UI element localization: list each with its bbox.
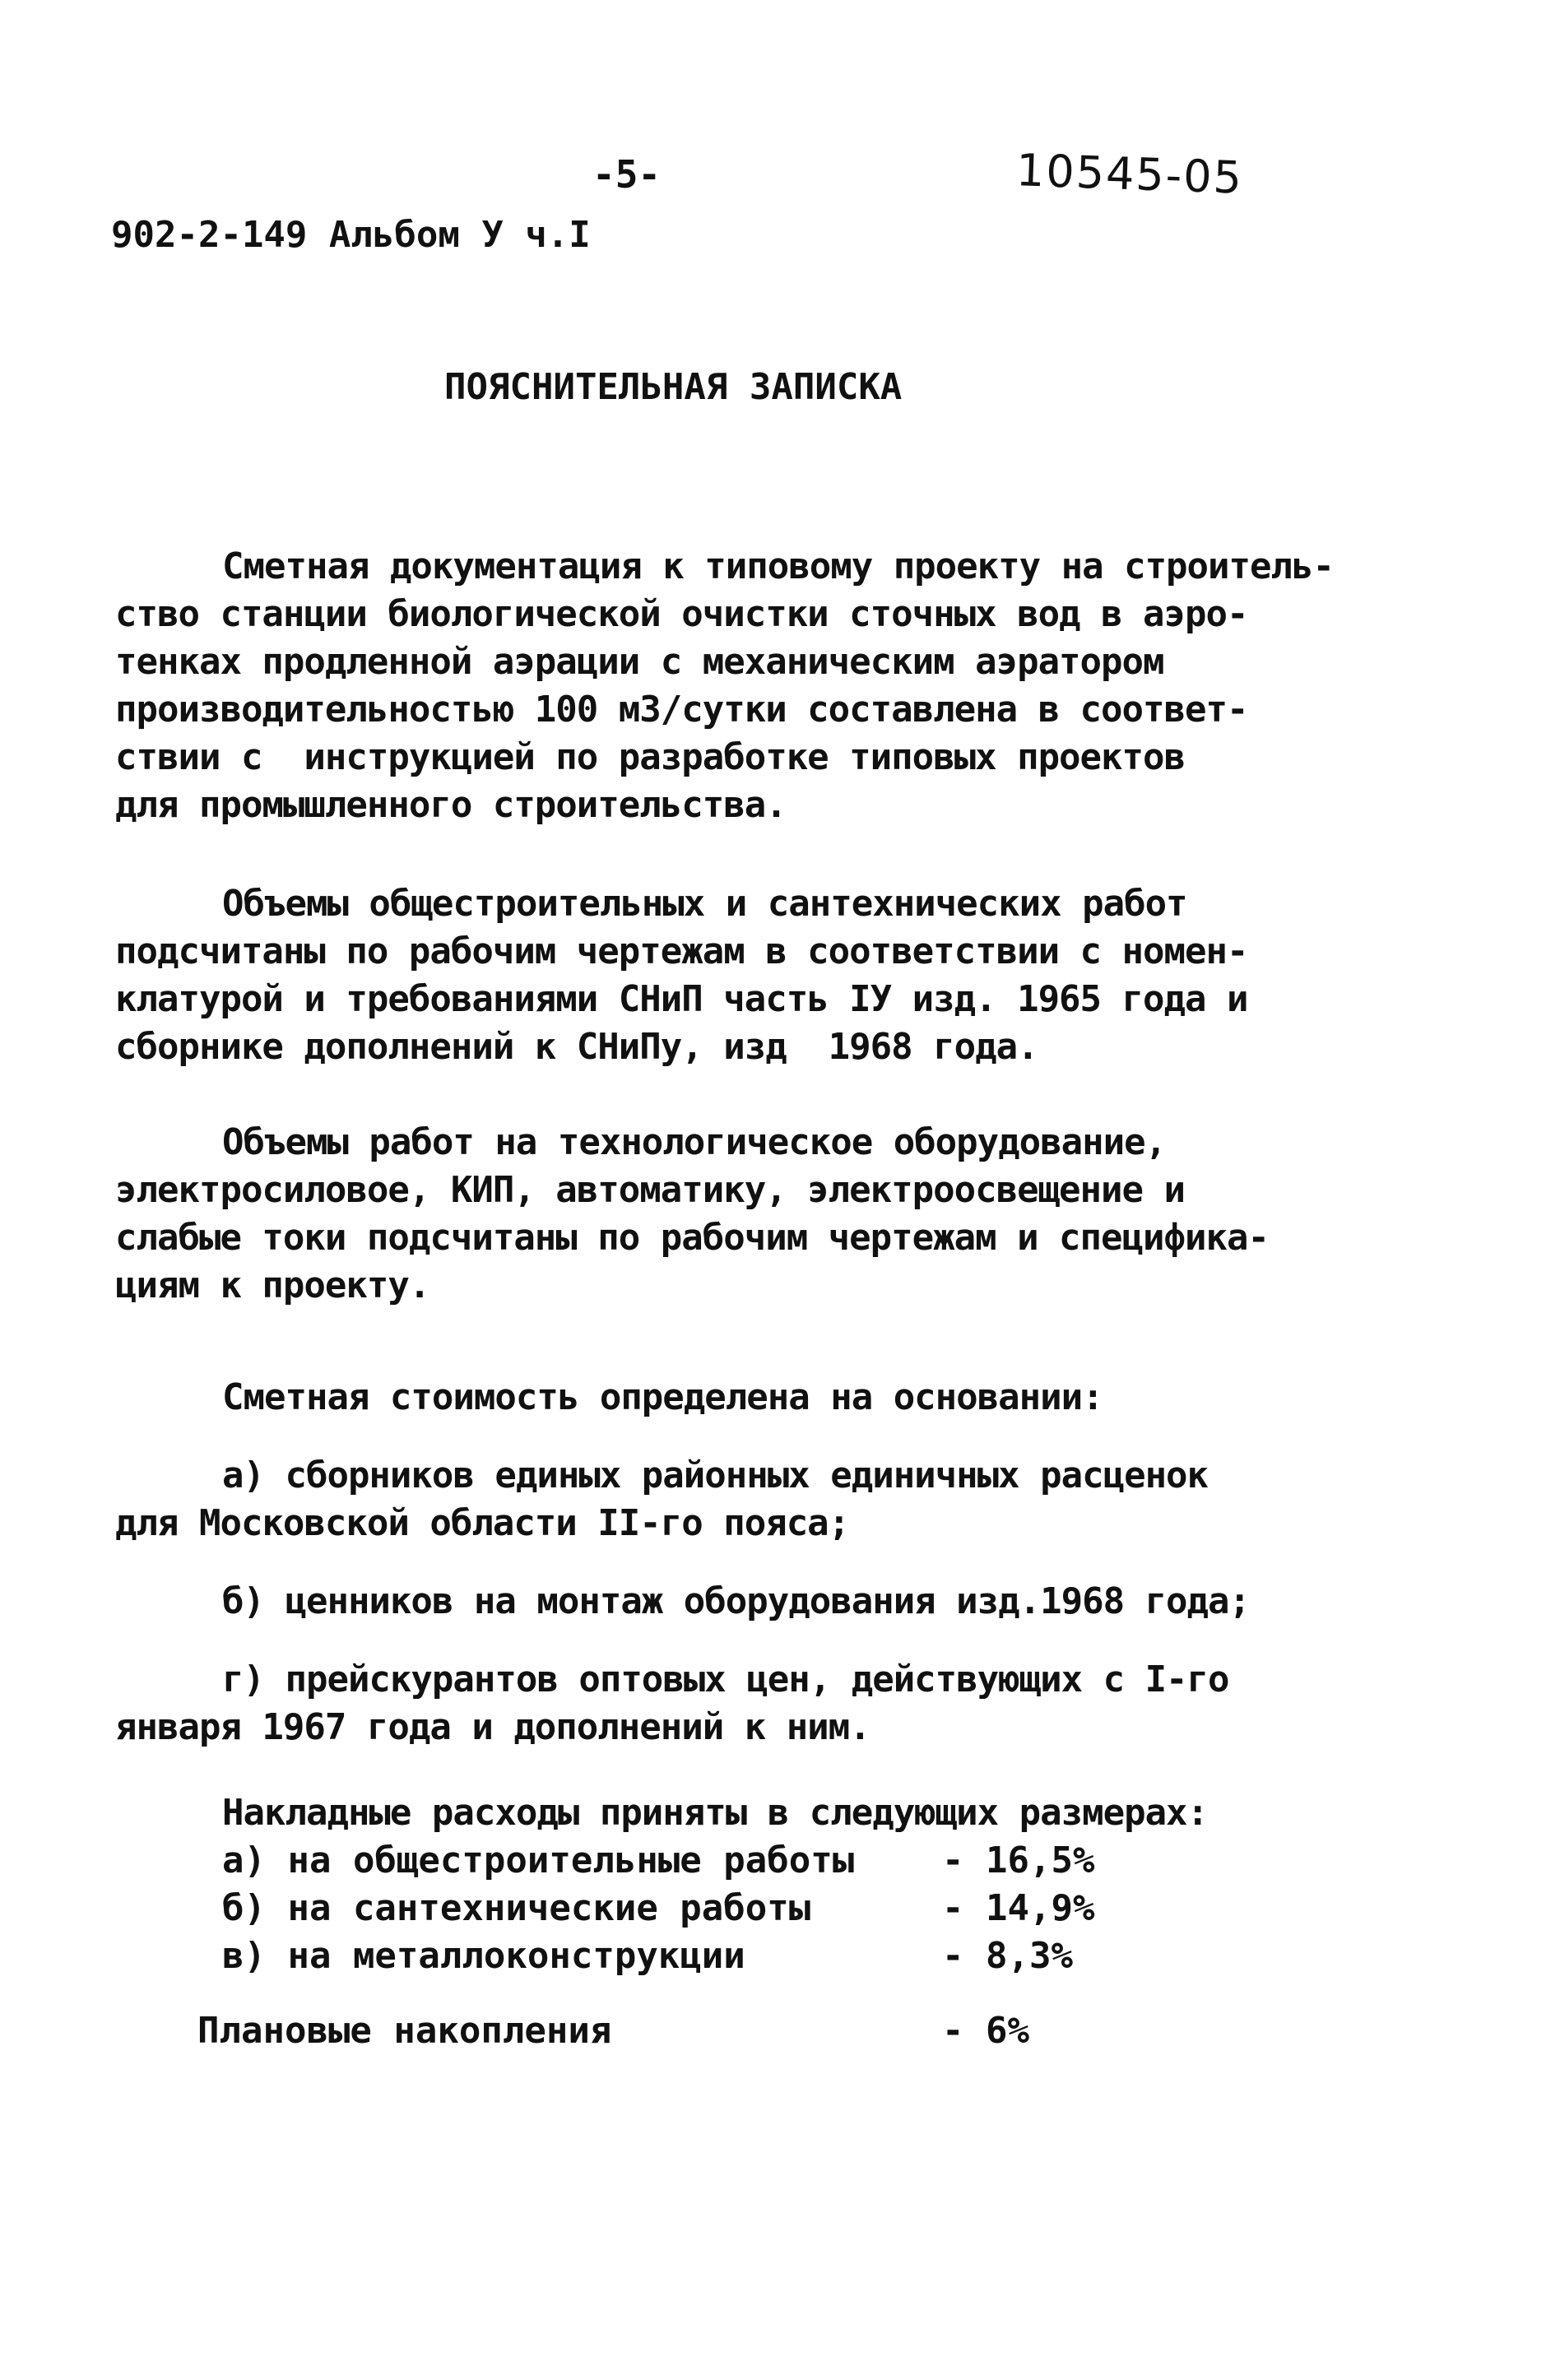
overheads-intro: Накладные расходы приняты в следующих размерах:: [222, 1792, 1209, 1834]
text-line: циям к проекту.: [115, 1264, 430, 1306]
text-line: подсчитаны по рабочим чертежам в соответствии с номен-: [115, 930, 1248, 972]
text-line: тенках продленной аэрации с механическим аэратором: [115, 641, 1164, 683]
text-line: клатурой и требованиями СНиП часть IУ изд. 1965 года и: [115, 978, 1248, 1020]
list-item-continuation: января 1967 года и дополнений к ним.: [115, 1706, 870, 1748]
text-line: слабые токи подсчитаны по рабочим чертежам и специфика-: [115, 1217, 1269, 1259]
text-line: Объемы общестроительных и сантехнических работ: [222, 883, 1187, 925]
paragraph-cost-basis: Сметная стоимость определена на основании:: [222, 1376, 1103, 1418]
overhead-value: - 8,3%: [942, 1935, 1073, 1977]
text-line: сборнике дополнений к СНиПу, изд 1968 года.: [115, 1026, 1038, 1068]
planned-savings-value: - 6%: [942, 2010, 1029, 2052]
text-line: Сметная документация к типовому проекту на строитель-: [222, 545, 1334, 587]
list-item-continuation: для Московской области II-го пояса;: [115, 1502, 850, 1544]
overhead-value: - 16,5%: [942, 1840, 1095, 1881]
text-line: ство станции биологической очистки сточных вод в аэро-: [115, 593, 1248, 635]
overhead-label: в) на металлоконструкции: [222, 1935, 745, 1977]
handwritten-code: 10545-05: [1014, 144, 1244, 204]
list-item: б) ценников на монтаж оборудования изд.1968 года;: [222, 1580, 1251, 1622]
overhead-value: - 14,9%: [942, 1887, 1095, 1929]
planned-savings-label: Плановые накопления: [197, 2010, 612, 2052]
text-line: производительностью 100 м3/сутки составлена в соответ-: [115, 689, 1248, 731]
page-number: -5-: [592, 152, 662, 197]
document-code: 902-2-149 Альбом У ч.I: [111, 214, 591, 256]
page-title: ПОЯСНИТЕЛЬНАЯ ЗАПИСКА: [444, 366, 903, 408]
list-item: а) сборников единых районных единичных расценок: [222, 1454, 1209, 1496]
list-item: г) прейскурантов оптовых цен, действующих с I-го: [222, 1659, 1229, 1700]
text-line: для промышленного строительства.: [115, 784, 787, 826]
overhead-label: б) на сантехнические работы: [222, 1887, 811, 1929]
text-line: электросиловое, КИП, автоматику, электроосвещение и: [115, 1169, 1186, 1211]
text-line: Объемы работ на технологическое оборудование,: [222, 1121, 1167, 1163]
text-line: ствии с инструкцией по разработке типовых проектов: [115, 736, 1186, 778]
overhead-label: а) на общестроительные работы: [222, 1840, 855, 1881]
